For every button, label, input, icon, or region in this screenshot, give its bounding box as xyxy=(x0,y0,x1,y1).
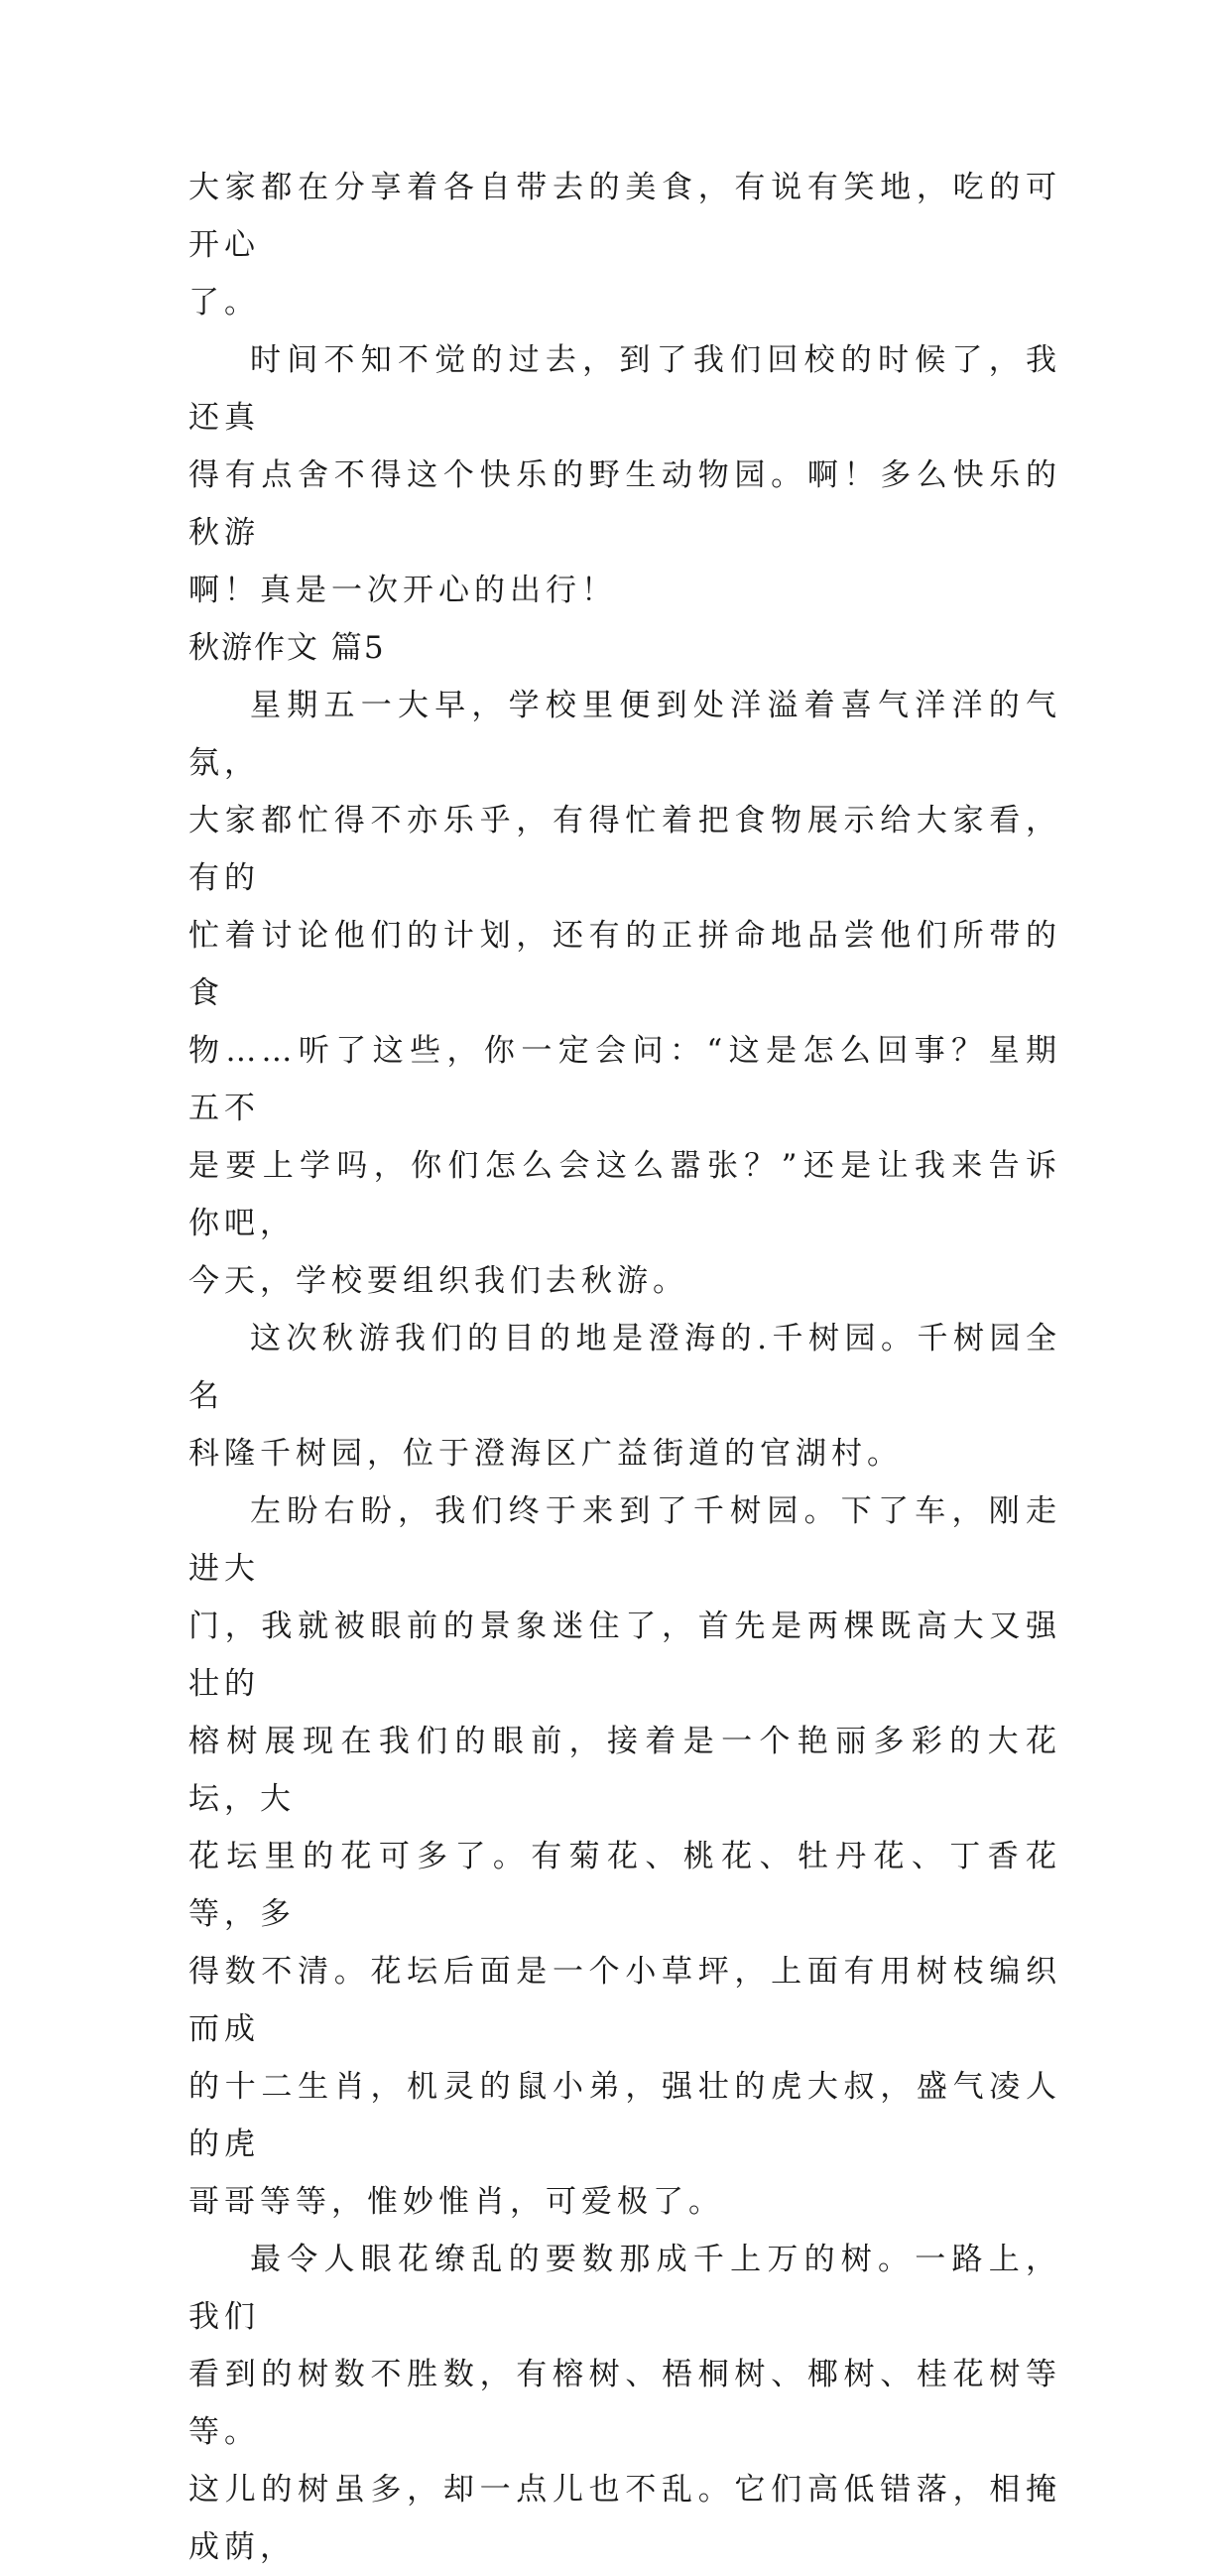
document-body xyxy=(188,159,1061,2576)
text-line: 大家都忙得不亦乐乎，有得忙着把食物展示给大家看，有的 xyxy=(188,803,1061,896)
paragraph-1 xyxy=(188,159,1061,331)
text-line: 的十二生肖，机灵的鼠小弟，强壮的虎大叔，盛气凌人的虎 xyxy=(188,2069,1061,2162)
text-line: 星期五一大早，学校里便到处洋溢着喜气洋洋的气氛， xyxy=(188,688,1061,781)
text-line: 今天，学校要组织我们去秋游。 xyxy=(188,1263,688,1299)
text-line: 榕树展现在我们的眼前，接着是一个艳丽多彩的大花坛，大 xyxy=(188,1724,1061,1817)
text-line: 时间不知不觉的过去，到了我们回校的时候了，我还真 xyxy=(188,342,1061,436)
text-line: 大家都在分享着各自带去的美食，有说有笑地，吃的可开心 xyxy=(188,170,1061,263)
paragraph-2 xyxy=(188,331,1061,619)
text-line: 最令人眼花缭乱的要数那成千上万的树。一路上，我们 xyxy=(188,2242,1061,2335)
text-line: 啊！真是一次开心的出行！ xyxy=(188,573,617,608)
paragraph-6 xyxy=(188,2231,1061,2576)
paragraph-5 xyxy=(188,1482,1061,2231)
text-line: 这次秋游我们的目的地是澄海的.千树园。千树园全名 xyxy=(188,1321,1061,1414)
text-line: 是要上学吗，你们怎么会这么嚣张？”还是让我来告诉你吧， xyxy=(188,1148,1061,1241)
text-line: 忙着讨论他们的计划，还有的正拼命地品尝他们所带的食 xyxy=(188,918,1061,1011)
paragraph-3 xyxy=(188,677,1061,1310)
text-line: 得有点舍不得这个快乐的野生动物园。啊！多么快乐的秋游 xyxy=(188,457,1061,551)
text-line: 花坛里的花可多了。有菊花、桃花、牡丹花、丁香花等，多 xyxy=(188,1839,1061,1932)
text-line: 得数不清。花坛后面是一个小草坪，上面有用树枝编织而成 xyxy=(188,1954,1061,2047)
paragraph-4 xyxy=(188,1310,1061,1482)
text-line: 了。 xyxy=(188,285,260,321)
heading-text: 秋游作文 篇5 xyxy=(188,630,386,666)
text-line: 哥哥等等，惟妙惟肖，可爱极了。 xyxy=(188,2184,724,2220)
section-heading xyxy=(188,619,1061,677)
text-line: 左盼右盼，我们终于来到了千树园。下了车，刚走进大 xyxy=(188,1493,1061,1587)
text-line: 物……听了这些，你一定会问：“这是怎么回事？星期五不 xyxy=(188,1033,1061,1126)
text-line: 科隆千树园，位于澄海区广益街道的官湖村。 xyxy=(188,1436,903,1472)
text-line: 门，我就被眼前的景象迷住了，首先是两棵既高大又强壮的 xyxy=(188,1609,1061,1702)
text-line: 这儿的树虽多，却一点儿也不乱。它们高低错落，相掩成荫， xyxy=(188,2472,1061,2565)
text-line: 看到的树数不胜数，有榕树、梧桐树、椰树、桂花树等等。 xyxy=(188,2357,1061,2450)
